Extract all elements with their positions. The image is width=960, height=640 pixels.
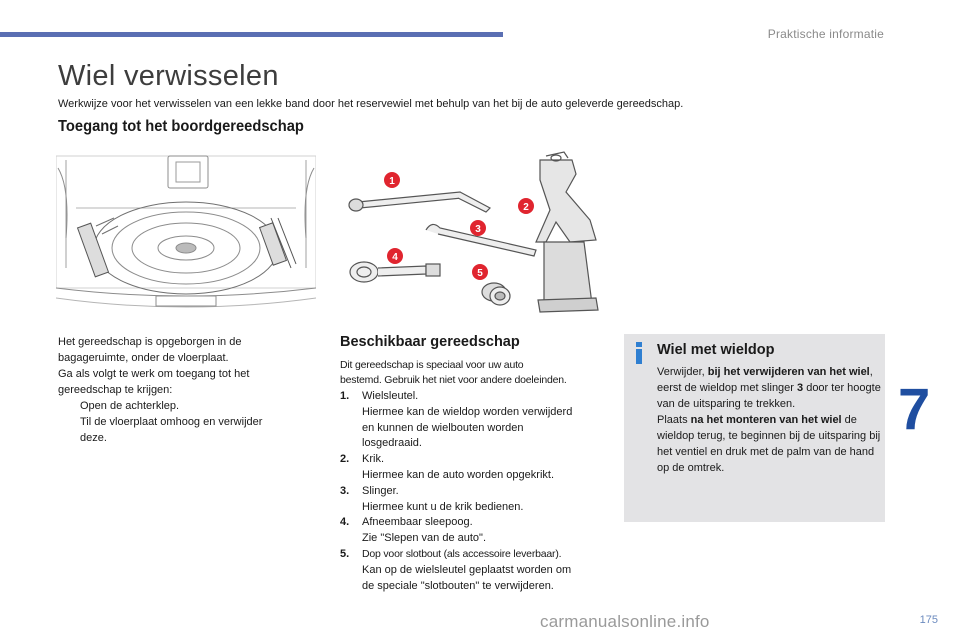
access-step-text: Open de achterklep. bbox=[80, 400, 180, 412]
tools-list-item bbox=[340, 389, 610, 452]
tools-list-item bbox=[340, 484, 610, 516]
tools-item-line: en kunnen de wielbouten worden bbox=[362, 421, 524, 434]
access-line: Het gereedschap is opgeborgen in de bbox=[58, 336, 242, 348]
subtitle-tool-access: Toegang tot het boordgereedschap bbox=[58, 118, 304, 135]
watermark: carmanualsonline.info bbox=[540, 612, 710, 631]
tools-list-item bbox=[340, 452, 610, 484]
info-icon bbox=[636, 342, 642, 364]
tools-item-number: 5. bbox=[340, 547, 350, 560]
callout-3-label: 3 bbox=[475, 224, 481, 235]
tools-list-item bbox=[340, 547, 610, 594]
access-line: Ga als volgt te werk om toegang tot het bbox=[58, 368, 250, 380]
tools-item-line: Wielsleutel. bbox=[362, 390, 419, 402]
tools-illustration bbox=[340, 150, 620, 330]
note-body bbox=[657, 364, 883, 476]
tools-item-line: Dop voor slotbout (als accessoire leverbaar). bbox=[362, 547, 562, 560]
tools-item-line: losgedraaid. bbox=[362, 437, 422, 450]
tools-item-number: 1. bbox=[340, 390, 350, 402]
page-number: 175 bbox=[919, 614, 938, 626]
access-line: gereedschap te krijgen: bbox=[58, 384, 173, 396]
tools-item-line: Zie "Slepen van de auto". bbox=[362, 532, 487, 545]
tools-item-line: Afneembaar sleepoog. bbox=[362, 516, 473, 529]
chapter-number: 7 bbox=[898, 377, 931, 442]
tools-item-line: de speciale "slotbouten" te verwijderen. bbox=[362, 579, 554, 592]
access-step bbox=[58, 398, 308, 414]
tools-item-line: Hiermee kan de wieldop worden verwijderd bbox=[362, 405, 573, 418]
tools-item-line: Slinger. bbox=[362, 484, 399, 497]
tools-item-number: 4. bbox=[340, 516, 350, 529]
note-paragraph-refit: Plaats na het monteren van het wiel de wieldop terug, te beginnen bij de uitsparing bij het ventiel en druk met de palm van de hand op de omtrek. bbox=[657, 414, 881, 474]
access-step bbox=[58, 414, 308, 446]
callout-1-label: 1 bbox=[389, 176, 395, 187]
callout-5-label: 5 bbox=[477, 268, 483, 279]
access-line: bagageruimte, onder de vloerplaat. bbox=[58, 352, 229, 364]
tools-item-number: 2. bbox=[340, 453, 350, 466]
callout-4-label: 4 bbox=[392, 252, 398, 263]
tools-item-line: Hiermee kan de auto worden opgekrikt. bbox=[362, 468, 554, 481]
tools-item-line: Krik. bbox=[362, 453, 384, 466]
tools-item-number: 3. bbox=[340, 484, 350, 497]
access-step-text: deze. bbox=[80, 432, 107, 444]
callout-2-label: 2 bbox=[523, 202, 529, 213]
tool-access-instructions bbox=[58, 334, 308, 446]
intro-text: Werkwijze voor het verwisselen van een lekke band door het reservewiel met behulp van het bij de auto geleverde gereedschap. bbox=[58, 98, 684, 110]
note-paragraph-removal: Verwijder, bij het verwijderen van het wiel, eerst de wieldop met slinger 3 door ter hoogte van de uitsparing te trekken. bbox=[657, 366, 881, 410]
tools-heading: Beschikbaar gereedschap bbox=[340, 334, 520, 350]
bullet-icon bbox=[58, 398, 80, 414]
tools-item-line: Hiermee kunt u de krik bedienen. bbox=[362, 500, 524, 513]
tools-intro-line: Dit gereedschap is speciaal voor uw auto bbox=[340, 359, 524, 371]
trunk-illustration bbox=[56, 148, 316, 320]
tools-list bbox=[340, 389, 610, 594]
tools-intro bbox=[340, 358, 608, 388]
note-heading: Wiel met wieldop bbox=[657, 342, 775, 358]
bullet-icon bbox=[58, 414, 80, 446]
tools-intro-line: bestemd. Gebruik het niet voor andere doeleinden. bbox=[340, 374, 567, 386]
top-accent-bar bbox=[0, 32, 503, 37]
access-step-text: Til de vloerplaat omhoog en verwijder bbox=[80, 416, 263, 428]
note-box bbox=[624, 334, 885, 522]
tools-list-item bbox=[340, 515, 610, 547]
tools-item-line: Kan op de wielsleutel geplaatst worden om bbox=[362, 563, 572, 576]
page-title: Wiel verwisselen bbox=[58, 60, 279, 92]
section-header: Praktische informatie bbox=[767, 27, 884, 41]
